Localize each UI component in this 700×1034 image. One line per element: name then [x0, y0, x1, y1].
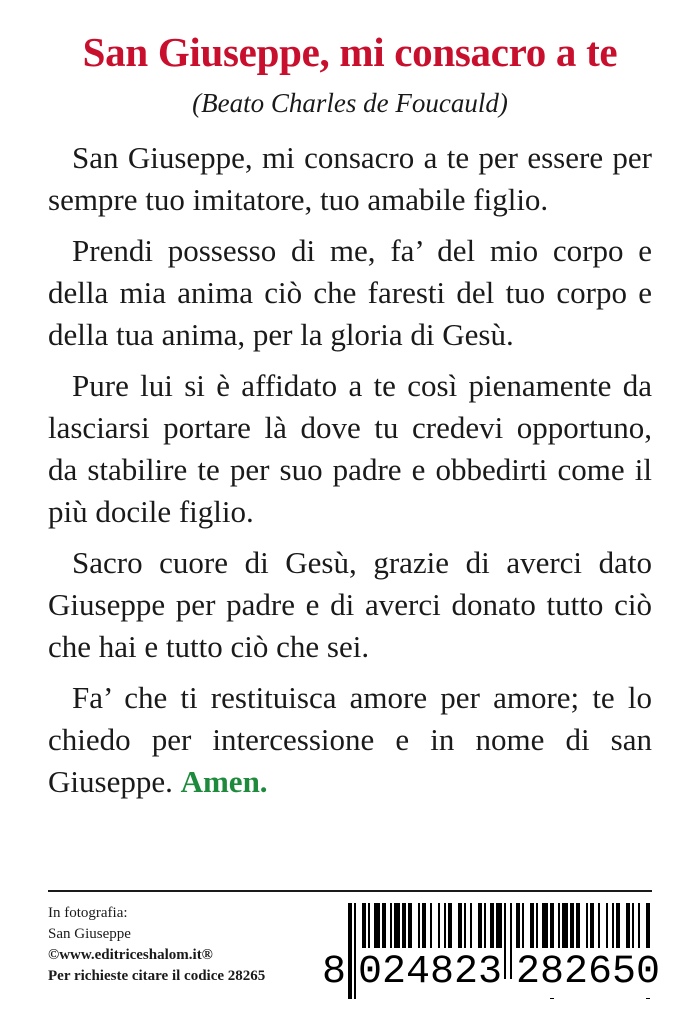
- footer-info: [48, 903, 308, 987]
- prayer-paragraph: Prendi possesso di me, fa’ del mio corpo e della mia anima ciò che faresti del tuo corpo e della tua anima, per la gloria di Gesù.: [48, 233, 652, 352]
- prayer-paragraph: San Giuseppe, mi consacro a te per essere per sempre tuo imitatore, tuo amabile figlio.: [48, 140, 652, 217]
- barcode-digit-group-1: 024823: [356, 948, 504, 998]
- photo-label: In fotografia:: [48, 905, 128, 921]
- prayer-closing-text: Fa’ che ti restituisca amore per amore; te lo chiedo per intercessione e in nome di san Giuseppe.: [48, 680, 652, 799]
- prayer-title: San Giuseppe, mi consacro a te: [82, 29, 618, 75]
- photo-subject: San Giuseppe: [48, 926, 131, 942]
- prayer-paragraph: Pure lui si è affidato a te così pienamente da lasciarsi portare là dove tu credevi opportuno, da stabilire te per suo padre e obbedirti come il più docile figlio.: [48, 368, 652, 529]
- barcode-number: [322, 948, 661, 998]
- prayer-paragraph-last: [48, 677, 652, 803]
- footer-divider: [48, 890, 652, 892]
- copyright-text: ©www.editriceshalom.it®: [48, 947, 213, 963]
- prayer-text: [48, 137, 652, 812]
- barcode-first-digit: 8: [322, 950, 347, 995]
- amen-word: Amen.: [180, 764, 268, 799]
- code-note: Per richieste citare il codice 28265: [48, 968, 266, 984]
- prayer-paragraph: Sacro cuore di Gesù, grazie di averci dato Giuseppe per padre e di averci donato tutto ciò che hai e tutto ciò che sei.: [48, 545, 652, 664]
- prayer-author: (Beato Charles de Foucauld): [192, 88, 508, 118]
- barcode-digit-group-2: 282650: [514, 948, 662, 998]
